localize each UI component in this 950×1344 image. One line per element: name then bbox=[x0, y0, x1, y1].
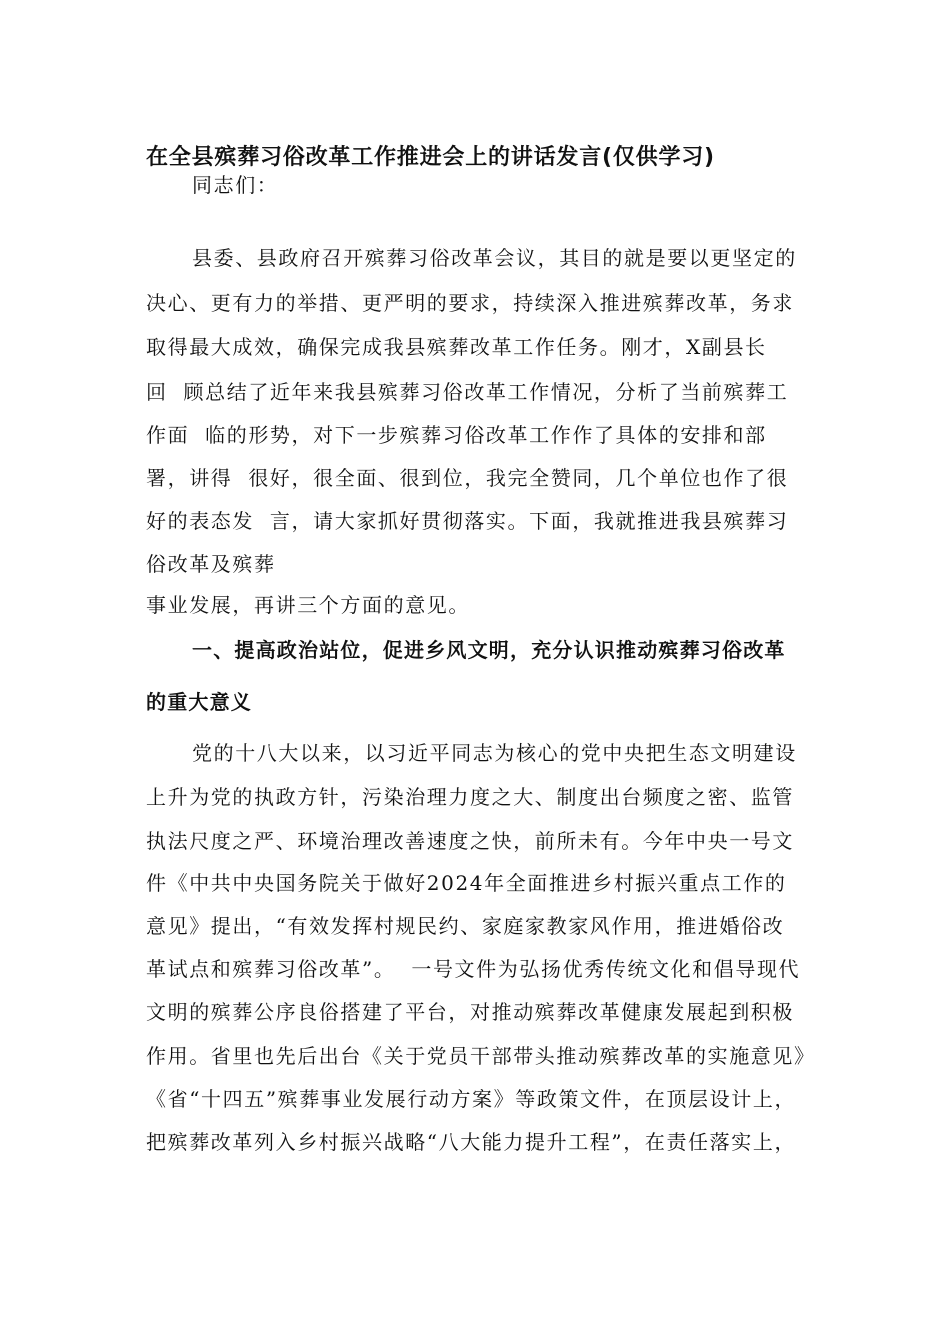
section-heading: 一、提高政治站位，促进乡风文明，充分认识推动殡葬习俗改革 bbox=[192, 638, 786, 662]
text-line: 取得最大成效，确保完成我县殡葬改革工作任务。刚才，X副县长 bbox=[146, 335, 767, 359]
text-line: 革试点和殡葬习俗改革”。 一号文件为弘扬优秀传统文化和倡导现代 bbox=[146, 957, 801, 981]
salutation: 同志们： bbox=[192, 173, 279, 197]
text-line: 党的十八大以来，以习近平同志为核心的党中央把生态文明建设 bbox=[192, 741, 797, 765]
text-line: 执法尺度之严、环境治理改善速度之快，前所未有。今年中央一号文 bbox=[146, 829, 794, 853]
text-line: 上升为党的执政方针，污染治理力度之大、制度出台频度之密、监管 bbox=[146, 785, 794, 809]
text-line: 事业发展，再讲三个方面的意见。 bbox=[146, 593, 470, 617]
text-line: 俗改革及殡葬 bbox=[146, 552, 276, 576]
text-line: 把殡葬改革列入乡村振兴战略“八大能力提升工程”，在责任落实上， bbox=[146, 1130, 797, 1154]
text-line: 回 顾总结了近年来我县殡葬习俗改革工作情况，分析了当前殡葬工 bbox=[146, 380, 789, 404]
text-line: 好的表态发 言，请大家抓好贯彻落实。下面，我就推进我县殡葬习 bbox=[146, 509, 789, 533]
text-line: 作用。省里也先后出台《关于党员干部带头推动殡葬改革的实施意见》 bbox=[146, 1044, 816, 1068]
text-line: 决心、更有力的举措、更严明的要求，持续深入推进殡葬改革，务求 bbox=[146, 291, 794, 315]
text-line: 文明的殡葬公序良俗搭建了平台，对推动殡葬改革健康发展起到积极 bbox=[146, 1000, 794, 1024]
text-line: 意见》提出，“有效发挥村规民约、家庭家教家风作用，推进婚俗改 bbox=[146, 914, 785, 938]
document-title: 在全县殡葬习俗改革工作推进会上的讲话发言(仅供学习) bbox=[146, 145, 715, 170]
text-line: 作面 临的形势，对下一步殡葬习俗改革工作作了具体的安排和部 bbox=[146, 423, 767, 447]
text-line: 县委、县政府召开殡葬习俗改革会议，其目的就是要以更坚定的 bbox=[192, 246, 797, 270]
text-line: 《省“十四五”殡葬事业发展行动方案》等政策文件，在顶层设计上， bbox=[146, 1087, 797, 1111]
text-line: 署，讲得 很好，很全面、很到位，我完全赞同，几个单位也作了很 bbox=[146, 466, 789, 490]
text-line: 件《中共中央国务院关于做好2024年全面推进乡村振兴重点工作的 bbox=[146, 871, 787, 895]
section-heading-cont: 的重大意义 bbox=[146, 690, 252, 714]
